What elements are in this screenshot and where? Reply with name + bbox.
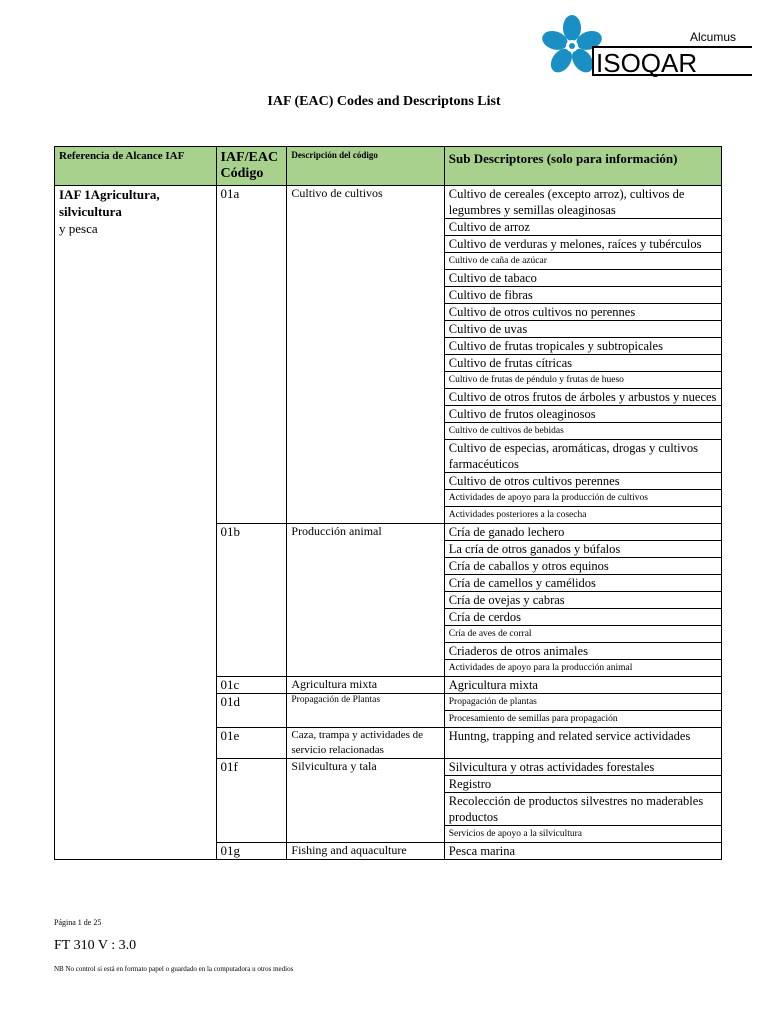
header-ref: Referencia de Alcance IAF: [55, 147, 217, 186]
sub-descriptor: Cultivo de caña de azúcar: [444, 253, 721, 270]
sub-descriptor: Actividades posteriores a la cosecha: [444, 507, 721, 524]
scope-reference-prefix: IAF 1: [59, 187, 91, 202]
sub-descriptor: Recolección de productos silvestres no maderables productos: [444, 793, 721, 826]
eac-code: 01e: [216, 728, 287, 759]
header-code: IAF/EAC Código: [216, 147, 287, 186]
header-sub: Sub Descriptores (solo para información): [444, 147, 721, 186]
code-description: Cultivo de cultivos: [287, 186, 444, 524]
scope-reference-continued: [55, 728, 217, 759]
table-row: [55, 728, 722, 759]
sub-descriptor: Agricultura mixta: [444, 677, 721, 694]
sub-descriptor: Cultivo de tabaco: [444, 270, 721, 287]
sub-descriptor: Cultivo de uvas: [444, 321, 721, 338]
scope-reference-continued: [55, 677, 217, 694]
logo-brand-text: Alcumus: [690, 30, 737, 44]
sub-descriptor: Pesca marina: [444, 843, 721, 860]
sub-descriptor: Cría de ovejas y cabras: [444, 592, 721, 609]
sub-descriptor: Cría de aves de corral: [444, 626, 721, 643]
table-row: [55, 186, 722, 219]
sub-descriptor: Cría de camellos y camélidos: [444, 575, 721, 592]
eac-code: 01c: [216, 677, 287, 694]
table-row: [55, 759, 722, 776]
document-title: IAF (EAC) Codes and Descriptons List: [267, 94, 501, 109]
sub-descriptor: Cultivo de arroz: [444, 219, 721, 236]
scope-reference-continued: [55, 524, 217, 677]
sub-descriptor: Huntng, trapping and related service actividades: [444, 728, 721, 759]
logo-name-text: ISOQAR: [592, 46, 752, 76]
scope-reference-title: Agricultura, silvicultura: [59, 187, 160, 219]
company-logo: [540, 14, 758, 84]
form-version: FT 310 V : 3.0: [54, 938, 137, 953]
sub-descriptor: Criaderos de otros animales: [444, 643, 721, 660]
sub-descriptor: Propagación de plantas: [444, 694, 721, 711]
scope-reference-suffix: y pesca: [59, 221, 98, 236]
code-description: Silvicultura y tala: [287, 759, 444, 843]
sub-descriptor: Silvicultura y otras actividades forestales: [444, 759, 721, 776]
sub-descriptor: Servicios de apoyo a la silvicultura: [444, 826, 721, 843]
eac-code: 01a: [216, 186, 287, 524]
table-row: [55, 694, 722, 711]
code-description: Fishing and aquaculture: [287, 843, 444, 860]
sub-descriptor: Cultivo de otros cultivos no perennes: [444, 304, 721, 321]
sub-descriptor: Cultivo de otros frutos de árboles y arbustos y nueces: [444, 389, 721, 406]
sub-descriptor: Cría de cerdos: [444, 609, 721, 626]
eac-code: 01b: [216, 524, 287, 677]
sub-descriptor: Cría de caballos y otros equinos: [444, 558, 721, 575]
sub-descriptor: Cultivo de frutas tropicales y subtropicales: [444, 338, 721, 355]
sub-descriptor: Actividades de apoyo para la producción de cultivos: [444, 490, 721, 507]
code-description: Propagación de Plantas: [287, 694, 444, 728]
iaf-codes-table: [54, 146, 722, 860]
eac-code: 01f: [216, 759, 287, 843]
table-row: [55, 843, 722, 860]
sub-descriptor: Cultivo de frutos oleaginosos: [444, 406, 721, 423]
scope-reference: [55, 186, 217, 524]
sub-descriptor: Cultivo de verduras y melones, raíces y tubérculos: [444, 236, 721, 253]
table-header-row: [55, 147, 722, 186]
table-row: [55, 677, 722, 694]
sub-descriptor: Cultivo de cultivos de bebidas: [444, 423, 721, 440]
code-description: Agricultura mixta: [287, 677, 444, 694]
sub-descriptor: Cultivo de otros cultivos perennes: [444, 473, 721, 490]
scope-reference-continued: [55, 694, 217, 728]
code-description: Caza, trampa y actividades de servicio relacionadas: [287, 728, 444, 759]
sub-descriptor: Cultivo de cereales (excepto arroz), cultivos de legumbres y semillas oleaginosas: [444, 186, 721, 219]
code-description: Producción animal: [287, 524, 444, 677]
sub-descriptor: Registro: [444, 776, 721, 793]
eac-code: 01g: [216, 843, 287, 860]
table-row: [55, 524, 722, 541]
control-note: NB No control si está en formato papel o guardado en la computadora u otros medios: [54, 965, 294, 973]
table-body: [55, 186, 722, 860]
header-desc: Descripción del código: [287, 147, 444, 186]
sub-descriptor: Procesamiento de semillas para propagación: [444, 711, 721, 728]
eac-code: 01d: [216, 694, 287, 728]
page-number: Página 1 de 25: [54, 918, 102, 927]
sub-descriptor: Cultivo de frutas cítricas: [444, 355, 721, 372]
scope-reference-continued: [55, 759, 217, 843]
sub-descriptor: Cultivo de fibras: [444, 287, 721, 304]
sub-descriptor: Cría de ganado lechero: [444, 524, 721, 541]
sub-descriptor: Actividades de apoyo para la producción animal: [444, 660, 721, 677]
scope-reference-continued: [55, 843, 217, 860]
sub-descriptor: Cultivo de frutas de péndulo y frutas de hueso: [444, 372, 721, 389]
sub-descriptor: La cría de otros ganados y búfalos: [444, 541, 721, 558]
sub-descriptor: Cultivo de especias, aromáticas, drogas y cultivos farmacéuticos: [444, 440, 721, 473]
